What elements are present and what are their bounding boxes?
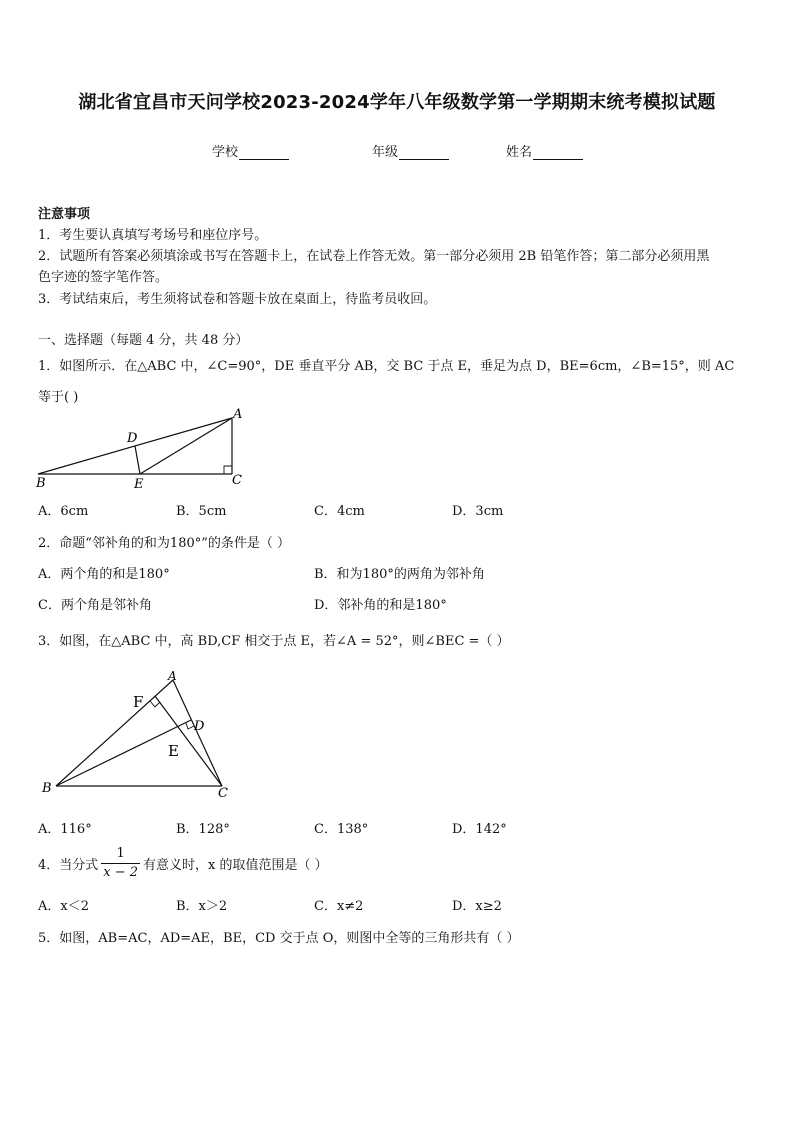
- label-c: C: [232, 473, 242, 488]
- grade-label: 年级: [372, 145, 399, 160]
- q4-option-a[interactable]: A．x＜2: [38, 899, 89, 914]
- label-a: A: [168, 669, 177, 683]
- q1-option-d[interactable]: D．3cm: [452, 504, 504, 519]
- q4-option-b[interactable]: B．x＞2: [176, 899, 228, 914]
- q3-option-d[interactable]: D．142°: [452, 822, 507, 837]
- label-a: A: [233, 407, 243, 422]
- name-field[interactable]: [506, 141, 583, 160]
- label-d: D: [127, 431, 138, 446]
- q1-stem: 1．如图所示．在△ABC 中，∠C=90°，DE 垂直平分 AB，交 BC 于点 E，垂足为点 D，BE=6cm，∠B=15°，则 AC: [38, 359, 735, 374]
- q3-option-a[interactable]: A．116°: [38, 822, 92, 837]
- q4-fraction: [101, 845, 140, 882]
- note-item: 色字迹的签字笔作答。: [38, 270, 169, 285]
- q2-stem: 2．命题“邻补角的和为180°”的条件是（ ）: [38, 536, 291, 551]
- exam-title: 湖北省宜昌市天问学校2023-2024学年八年级数学第一学期期末统考模拟试题: [78, 92, 716, 113]
- q1-option-b[interactable]: B．5cm: [176, 504, 227, 519]
- label-f: F: [133, 693, 144, 711]
- label-d: D: [194, 719, 205, 734]
- q1-option-c[interactable]: C．4cm: [314, 504, 365, 519]
- q3-figure: [36, 668, 236, 808]
- q3-option-b[interactable]: B．128°: [176, 822, 230, 837]
- label-e: E: [168, 742, 179, 760]
- note-item: 3．考试结束后，考生须将试卷和答题卡放在桌面上，待监考员收回。: [38, 292, 437, 307]
- segment-ae: [140, 418, 232, 474]
- label-c: C: [218, 786, 228, 801]
- label-b: B: [36, 476, 46, 490]
- q2-option-b[interactable]: B．和为180°的两角为邻补角: [314, 567, 485, 582]
- q5-stem: 5．如图，AB=AC，AD=AE，BE，CD 交于点 O，则图中全等的三角形共有（ ）: [38, 931, 520, 946]
- q3-stem: 3．如图，在△ABC 中，高 BD,CF 相交于点 E，若∠A = 52°，则∠BEC =（ ）: [38, 634, 510, 649]
- name-blank[interactable]: [533, 147, 583, 160]
- segment-de: [135, 446, 140, 474]
- q4-fraction-denominator: x − 2: [103, 865, 139, 880]
- segment-cf: [155, 696, 222, 786]
- q4-option-c[interactable]: C．x≠2: [314, 899, 364, 914]
- note-item: 1．考生要认真填写考场号和座位序号。: [38, 228, 268, 243]
- right-angle-mark-f: [150, 701, 160, 707]
- q2-option-a[interactable]: A．两个角的和是180°: [38, 567, 170, 582]
- school-blank[interactable]: [239, 147, 289, 160]
- q2-option-d[interactable]: D．邻补角的和是180°: [314, 598, 447, 613]
- note-item: 2．试题所有答案必须填涂或书写在答题卡上，在试卷上作答无效。第一部分必须用 2B 铅笔作答；第二部分必须用黑: [38, 249, 710, 264]
- grade-field[interactable]: [372, 141, 449, 160]
- q1-stem-line2: 等于( ): [38, 390, 79, 405]
- school-label: 学校: [212, 145, 239, 160]
- q1-option-a[interactable]: A．6cm: [38, 504, 89, 519]
- notes-heading: 注意事项: [38, 207, 91, 222]
- q4-fraction-numerator: 1: [101, 845, 140, 864]
- section-heading: 一、选择题（每题 4 分，共 48 分）: [38, 333, 249, 348]
- right-angle-mark: [224, 466, 232, 474]
- q2-option-c[interactable]: C．两个角是邻补角: [38, 598, 152, 613]
- grade-blank[interactable]: [399, 147, 449, 160]
- q1-figure: [30, 405, 260, 490]
- q4-stem-after: 有意义时，x 的取值范围是（ ）: [143, 858, 328, 873]
- q3-option-c[interactable]: C．138°: [314, 822, 369, 837]
- label-b: B: [42, 781, 52, 796]
- name-label: 姓名: [506, 145, 533, 160]
- q4-stem-before: 4．当分式: [38, 858, 99, 873]
- q4-stem: [38, 845, 328, 882]
- label-e: E: [134, 477, 144, 490]
- school-field[interactable]: [212, 141, 289, 160]
- q4-option-d[interactable]: D．x≥2: [452, 899, 502, 914]
